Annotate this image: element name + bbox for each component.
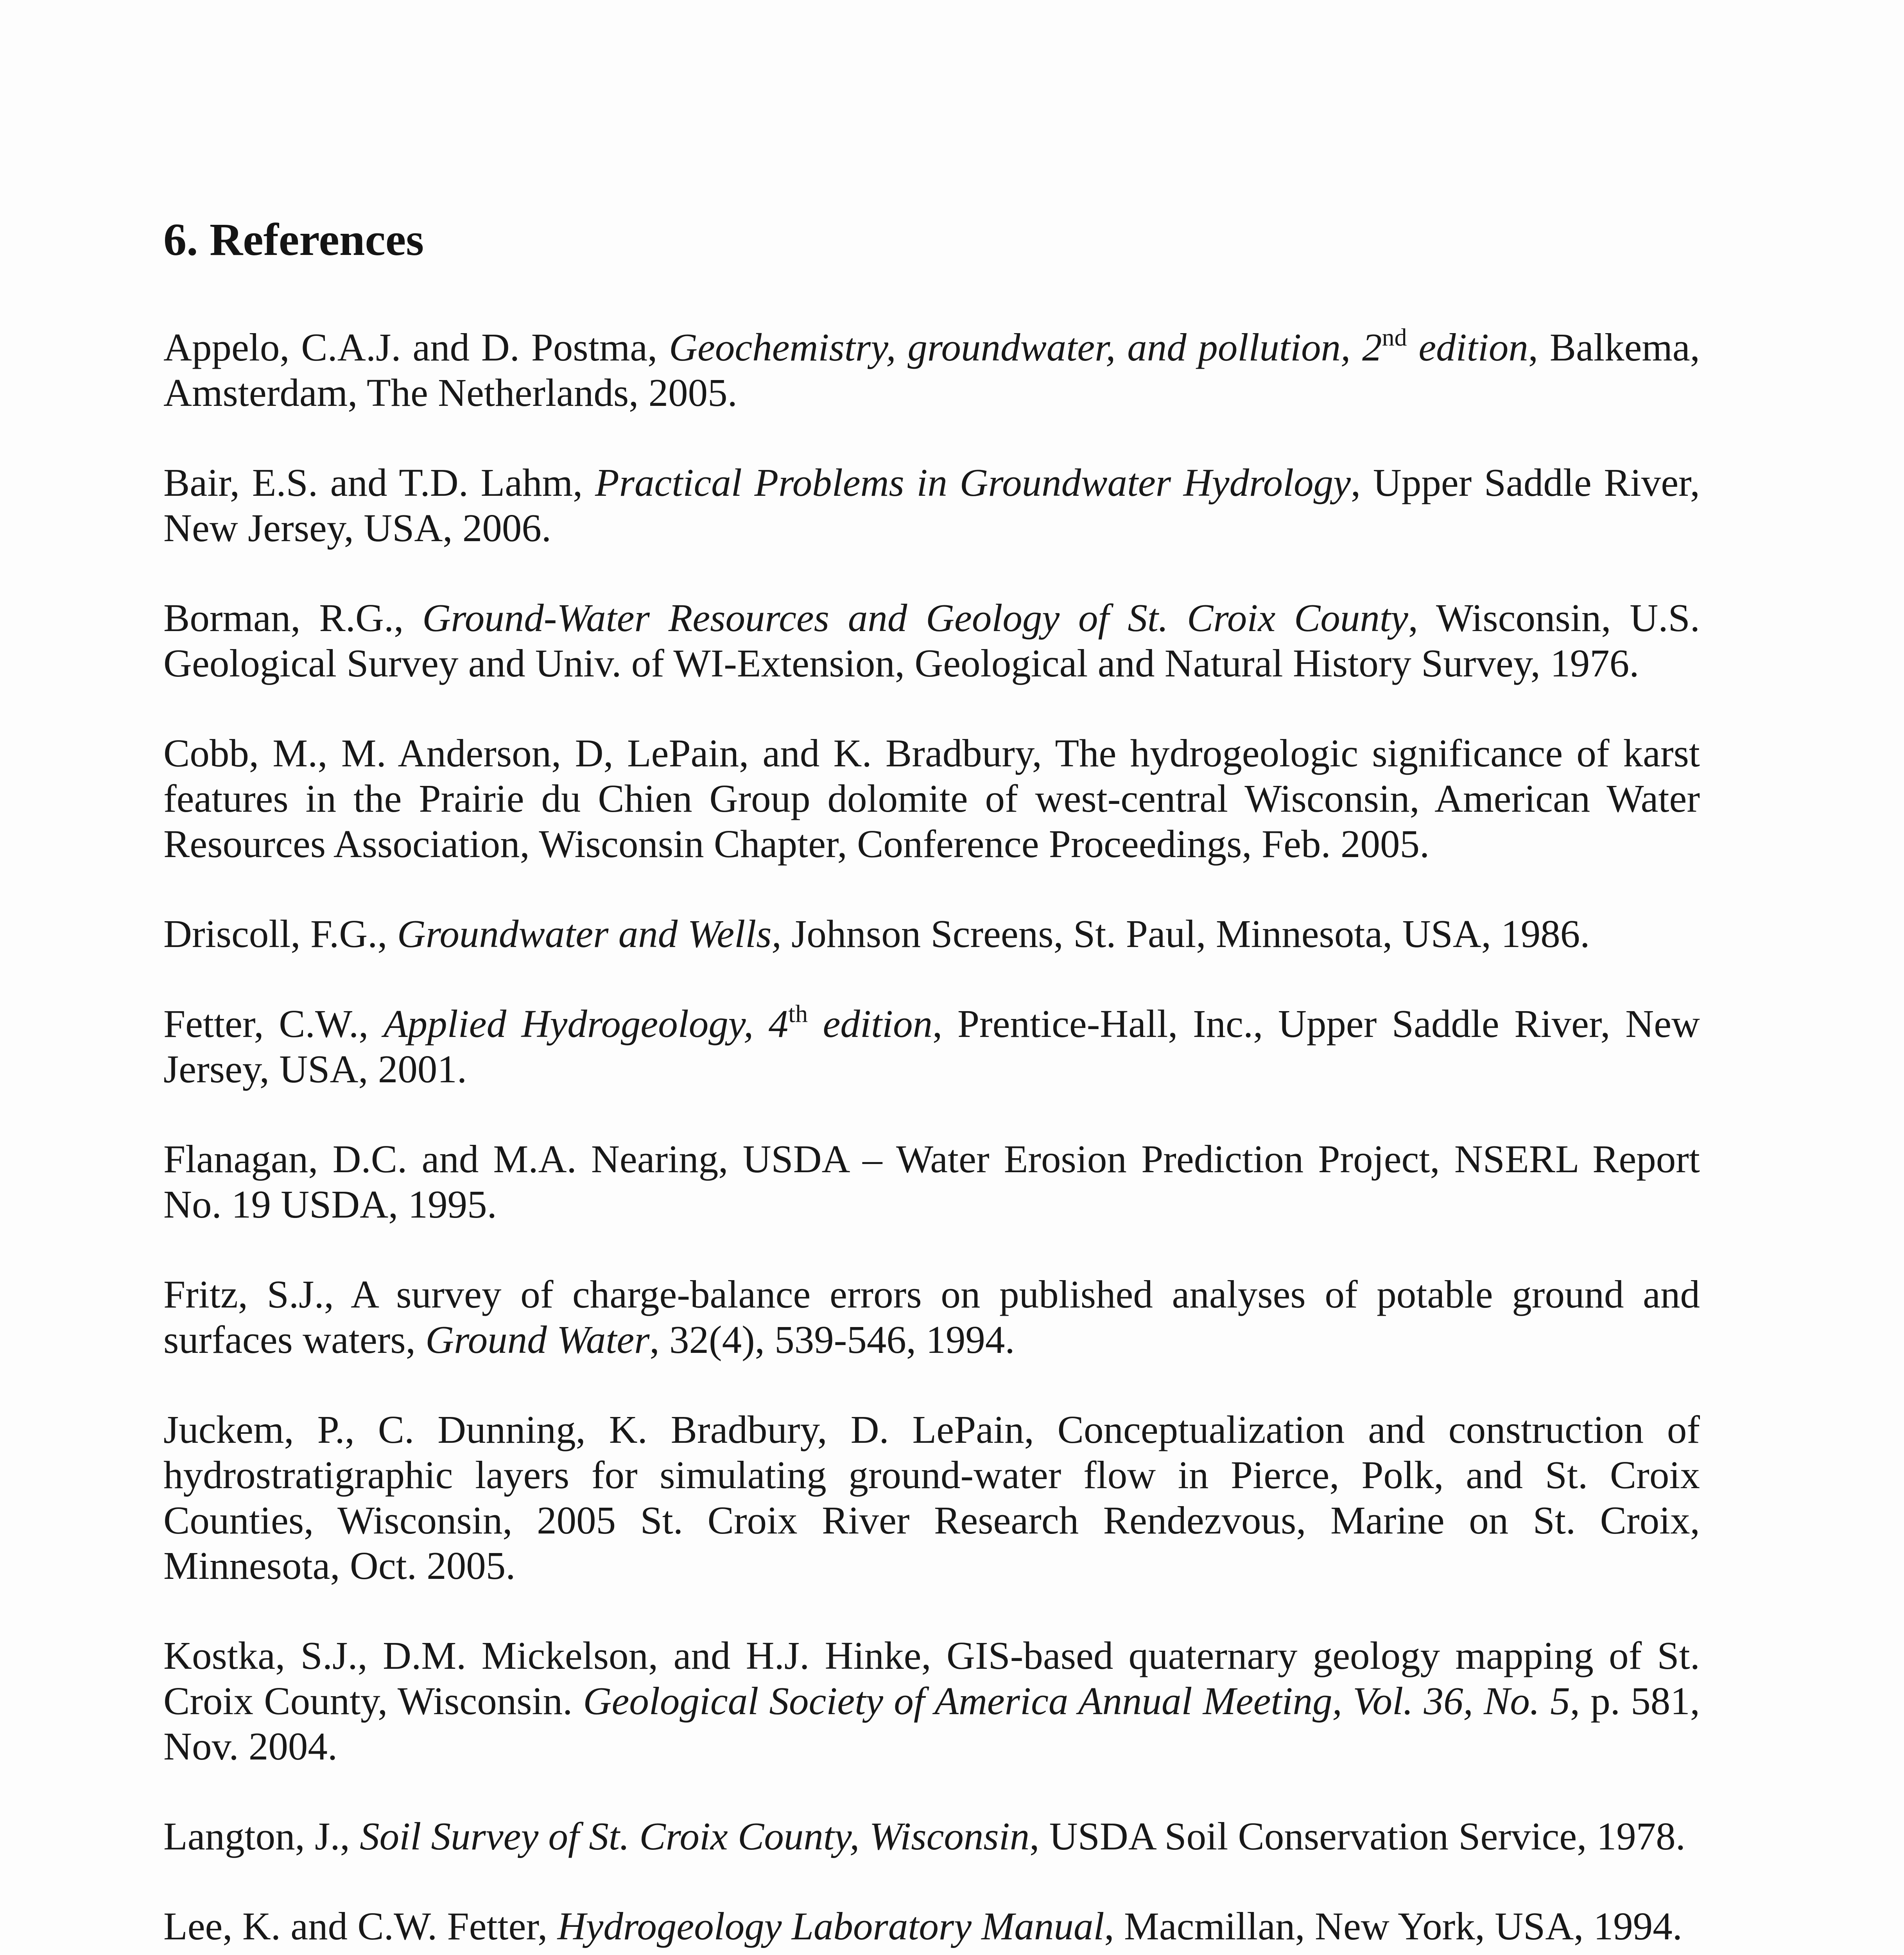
reference-title: Hydrogeology Laboratory Manual [557,1904,1104,1948]
ordinal-superscript: th [788,1000,808,1028]
reference-entry-fritz [163,1272,1700,1362]
reference-entry-appelo [163,325,1700,415]
reference-publisher: , p. 581, Nov. 2004. [163,1679,1700,1768]
reference-title: Practical Problems in Groundwater Hydrology [595,461,1351,504]
ordinal-superscript: nd [1382,323,1407,351]
reference-publisher: Johnson Screens, St. Paul, Minnesota, USA, 1986. [781,912,1590,956]
reference-text: Langton, J., [163,1814,360,1858]
reference-entry-driscoll [163,911,1700,956]
section-number: 6. [163,214,198,265]
reference-text: Appelo, C.A.J. and D. Postma, [163,325,669,369]
reference-text: Juckem, P., C. Dunning, K. Bradbury, D. LePain, Conceptualization and construction of hydrostratigraphic layers for simulating ground-water flow in Pierce, Polk, and St. Croix Counties, Wisconsin, 2005 St. Croix River Research Rendezvous, Marine on St. Croix, Minnesota, Oct. 2005. [163,1408,1700,1587]
reference-publisher: , 32(4), 539-546, 1994. [649,1318,1015,1361]
reference-publisher: , USDA Soil Conservation Service, 1978. [1029,1814,1685,1858]
reference-entry-flanagan [163,1136,1700,1227]
reference-entry-langton [163,1813,1700,1859]
reference-title-edition: edition [808,1002,933,1046]
reference-entry-bair [163,460,1700,551]
reference-publisher: , Balkema, Amsterdam, The Netherlands, 2005. [163,325,1700,414]
reference-entry-lee [163,1903,1700,1949]
reference-text: Flanagan, D.C. and M.A. Nearing, USDA – Water Erosion Prediction Project, NSERL Report No. 19 USDA, 1995. [163,1137,1700,1226]
reference-text: Fritz, S.J., A survey of charge-balance errors on published analyses of potable ground and surfaces waters, [163,1272,1700,1361]
reference-title: Applied Hydrogeology, 4 [383,1002,789,1046]
reference-text: Fetter, C.W., [163,1002,384,1046]
reference-title-edition: edition [1407,325,1528,369]
reference-title: Soil Survey of St. Croix County, Wisconsin [360,1814,1030,1858]
reference-text: Driscoll, F.G., [163,912,397,956]
section-heading [163,214,424,265]
reference-title: Groundwater and Wells, [397,912,782,956]
reference-entry-cobb [163,730,1700,866]
reference-title: Ground-Water Resources and Geology of St. Croix County [422,596,1408,640]
reference-publisher: , Wisconsin, U.S. Geological Survey and Univ. of WI-Extension, Geological and Natural History Survey, 1976. [163,596,1700,685]
reference-text: Borman, R.G., [163,596,423,640]
reference-entry-juckem [163,1407,1700,1588]
reference-title: Ground Water [425,1318,650,1361]
reference-text: Bair, E.S. and T.D. Lahm, [163,461,595,504]
section-title: References [210,214,424,265]
reference-text: Lee, K. and C.W. Fetter, [163,1904,558,1948]
reference-text: Cobb, M., M. Anderson, D, LePain, and K. Bradbury, The hydrogeologic significance of karst features in the Prairie du Chien Group dolomite of west-central Wisconsin, American Water Resources Association, Wisconsin Chapter, Conference Proceedings, Feb. 2005. [163,731,1700,866]
reference-text: Kostka, S.J., D.M. Mickelson, and H.J. Hinke, GIS-based quaternary geology mapping of St. Croix County, Wisconsin. [163,1634,1700,1723]
reference-entry-borman [163,595,1700,686]
reference-publisher: , Upper Saddle River, New Jersey, USA, 2006. [163,461,1700,550]
reference-entry-fetter [163,1001,1700,1092]
reference-publisher: , Prentice-Hall, Inc., Upper Saddle River, New Jersey, USA, 2001. [163,1002,1700,1091]
reference-entry-kostka [163,1633,1700,1769]
reference-list [163,325,1700,1955]
reference-publisher: , Macmillan, New York, USA, 1994. [1104,1904,1683,1948]
reference-title: Geological Society of America Annual Meeting, Vol. 36, No. 5 [583,1679,1570,1723]
reference-title: Geochemistry, groundwater, and pollution, 2 [669,325,1382,369]
